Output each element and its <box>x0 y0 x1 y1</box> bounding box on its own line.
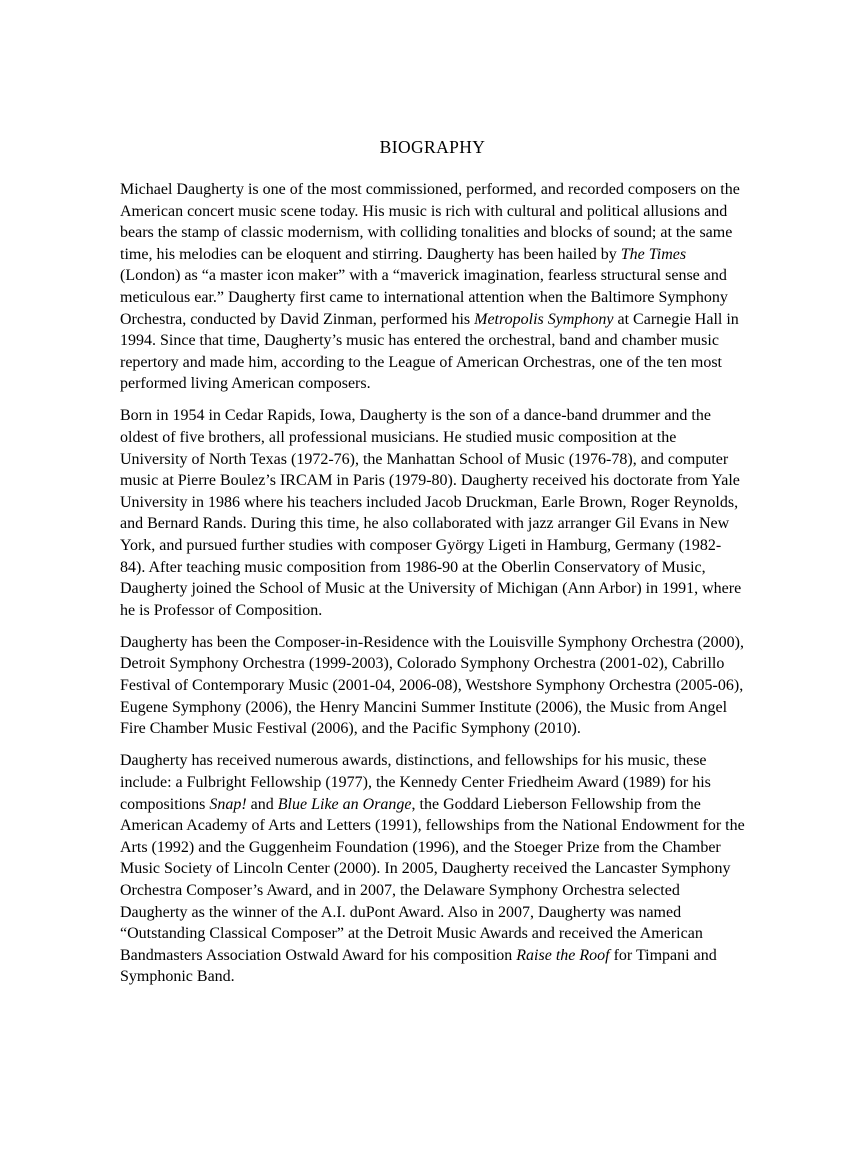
paragraph <box>120 405 745 621</box>
italic-text: Metropolis Symphony <box>474 310 614 328</box>
italic-text: Snap! <box>209 795 247 813</box>
document-body <box>120 179 745 988</box>
body-text: Born in 1954 in Cedar Rapids, Iowa, Daugherty is the son of a dance-band drummer and the oldest of five brothers, all professional musicians. He studied music composition at the University of North Texas (1972-76), the Manhattan School of Music (1976-78), and computer music at Pierre Boulez’s IRCAM in Paris (1979-80). Daugherty received his doctorate from Yale University in 1986 where his teachers included Jacob Druckman, Earle Brown, Roger Reynolds, and Bernard Rands. During this time, he also collaborated with jazz arranger Gil Evans in New York, and pursued further studies with composer György Ligeti in Hamburg, Germany (1982-84). After teaching music composition from 1986-90 at the Oberlin Conservatory of Music, Daugherty joined the School of Music at the University of Michigan (Ann Arbor) in 1991, where he is Professor of Composition. <box>120 407 742 619</box>
body-text: at Carnegie Hall in 1994. Since that time, Daugherty’s music has entered the orchestral, band and chamber music repertory and made him, according to the League of American Orchestras, one of the ten most performed living American composers. <box>120 310 739 393</box>
paragraph <box>120 750 745 988</box>
body-text: Daugherty has been the Composer-in-Residence with the Louisville Symphony Orchestra (2000), Detroit Symphony Orchestra (1999-2003), Colorado Symphony Orchestra (2001-02), Cabrillo Festival of Contemporary Music (2001-04, 2006-08), Westshore Symphony Orchestra (2005-06), Eugene Symphony (2006), the Henry Mancini Summer Institute (2006), the Music from Angel Fire Chamber Music Festival (2006), and the Pacific Symphony (2010). <box>120 633 744 738</box>
document-title: BIOGRAPHY <box>379 137 486 157</box>
paragraph <box>120 632 745 740</box>
paragraph <box>120 179 745 395</box>
body-text: Daugherty has received numerous awards, distinctions, and fellowships for his music, these include: a Fulbright Fellowship (1977), the Kennedy Center Friedheim Award (1989) for his compositions <box>120 752 711 813</box>
body-text: , the Goddard Lieberson Fellowship from the American Academy of Arts and Letters (1991), fellowships from the National Endowment for the Arts (1992) and the Guggenheim Foundation (1996), and the Stoeger Prize from the Chamber Music Society of Lincoln Center (2000). In 2005, Daugherty received the Lancaster Symphony Orchestra Composer’s Award, and in 2007, the Delaware Symphony Orchestra selected Daugherty as the winner of the A.I. duPont Award. Also in 2007, Daugherty was named “Outstanding Classical Composer” at the Detroit Music Awards and received the American Bandmasters Association Ostwald Award for his composition <box>120 795 745 964</box>
document-content <box>120 137 745 988</box>
body-text: (London) as “a master icon maker” with a “maverick imagination, fearless structural sense and meticulous ear.” Daugherty first came to international attention when the Baltimore Symphony Orchestra, conducted by David Zinman, performed his <box>120 267 728 328</box>
italic-text: Raise the Roof <box>516 946 610 964</box>
italic-text: The Times <box>620 245 687 263</box>
body-text: Michael Daugherty is one of the most commissioned, performed, and recorded composers on the American concert music scene today. His music is rich with cultural and political allusions and bears the stamp of classic modernism, with colliding tonalities and blocks of sound; at the same time, his melodies can be eloquent and stirring. Daugherty has been hailed by <box>120 181 740 263</box>
body-text: and <box>246 795 278 813</box>
body-text: for Timpani and Symphonic Band. <box>120 946 717 986</box>
italic-text: Blue Like an Orange <box>277 795 412 813</box>
